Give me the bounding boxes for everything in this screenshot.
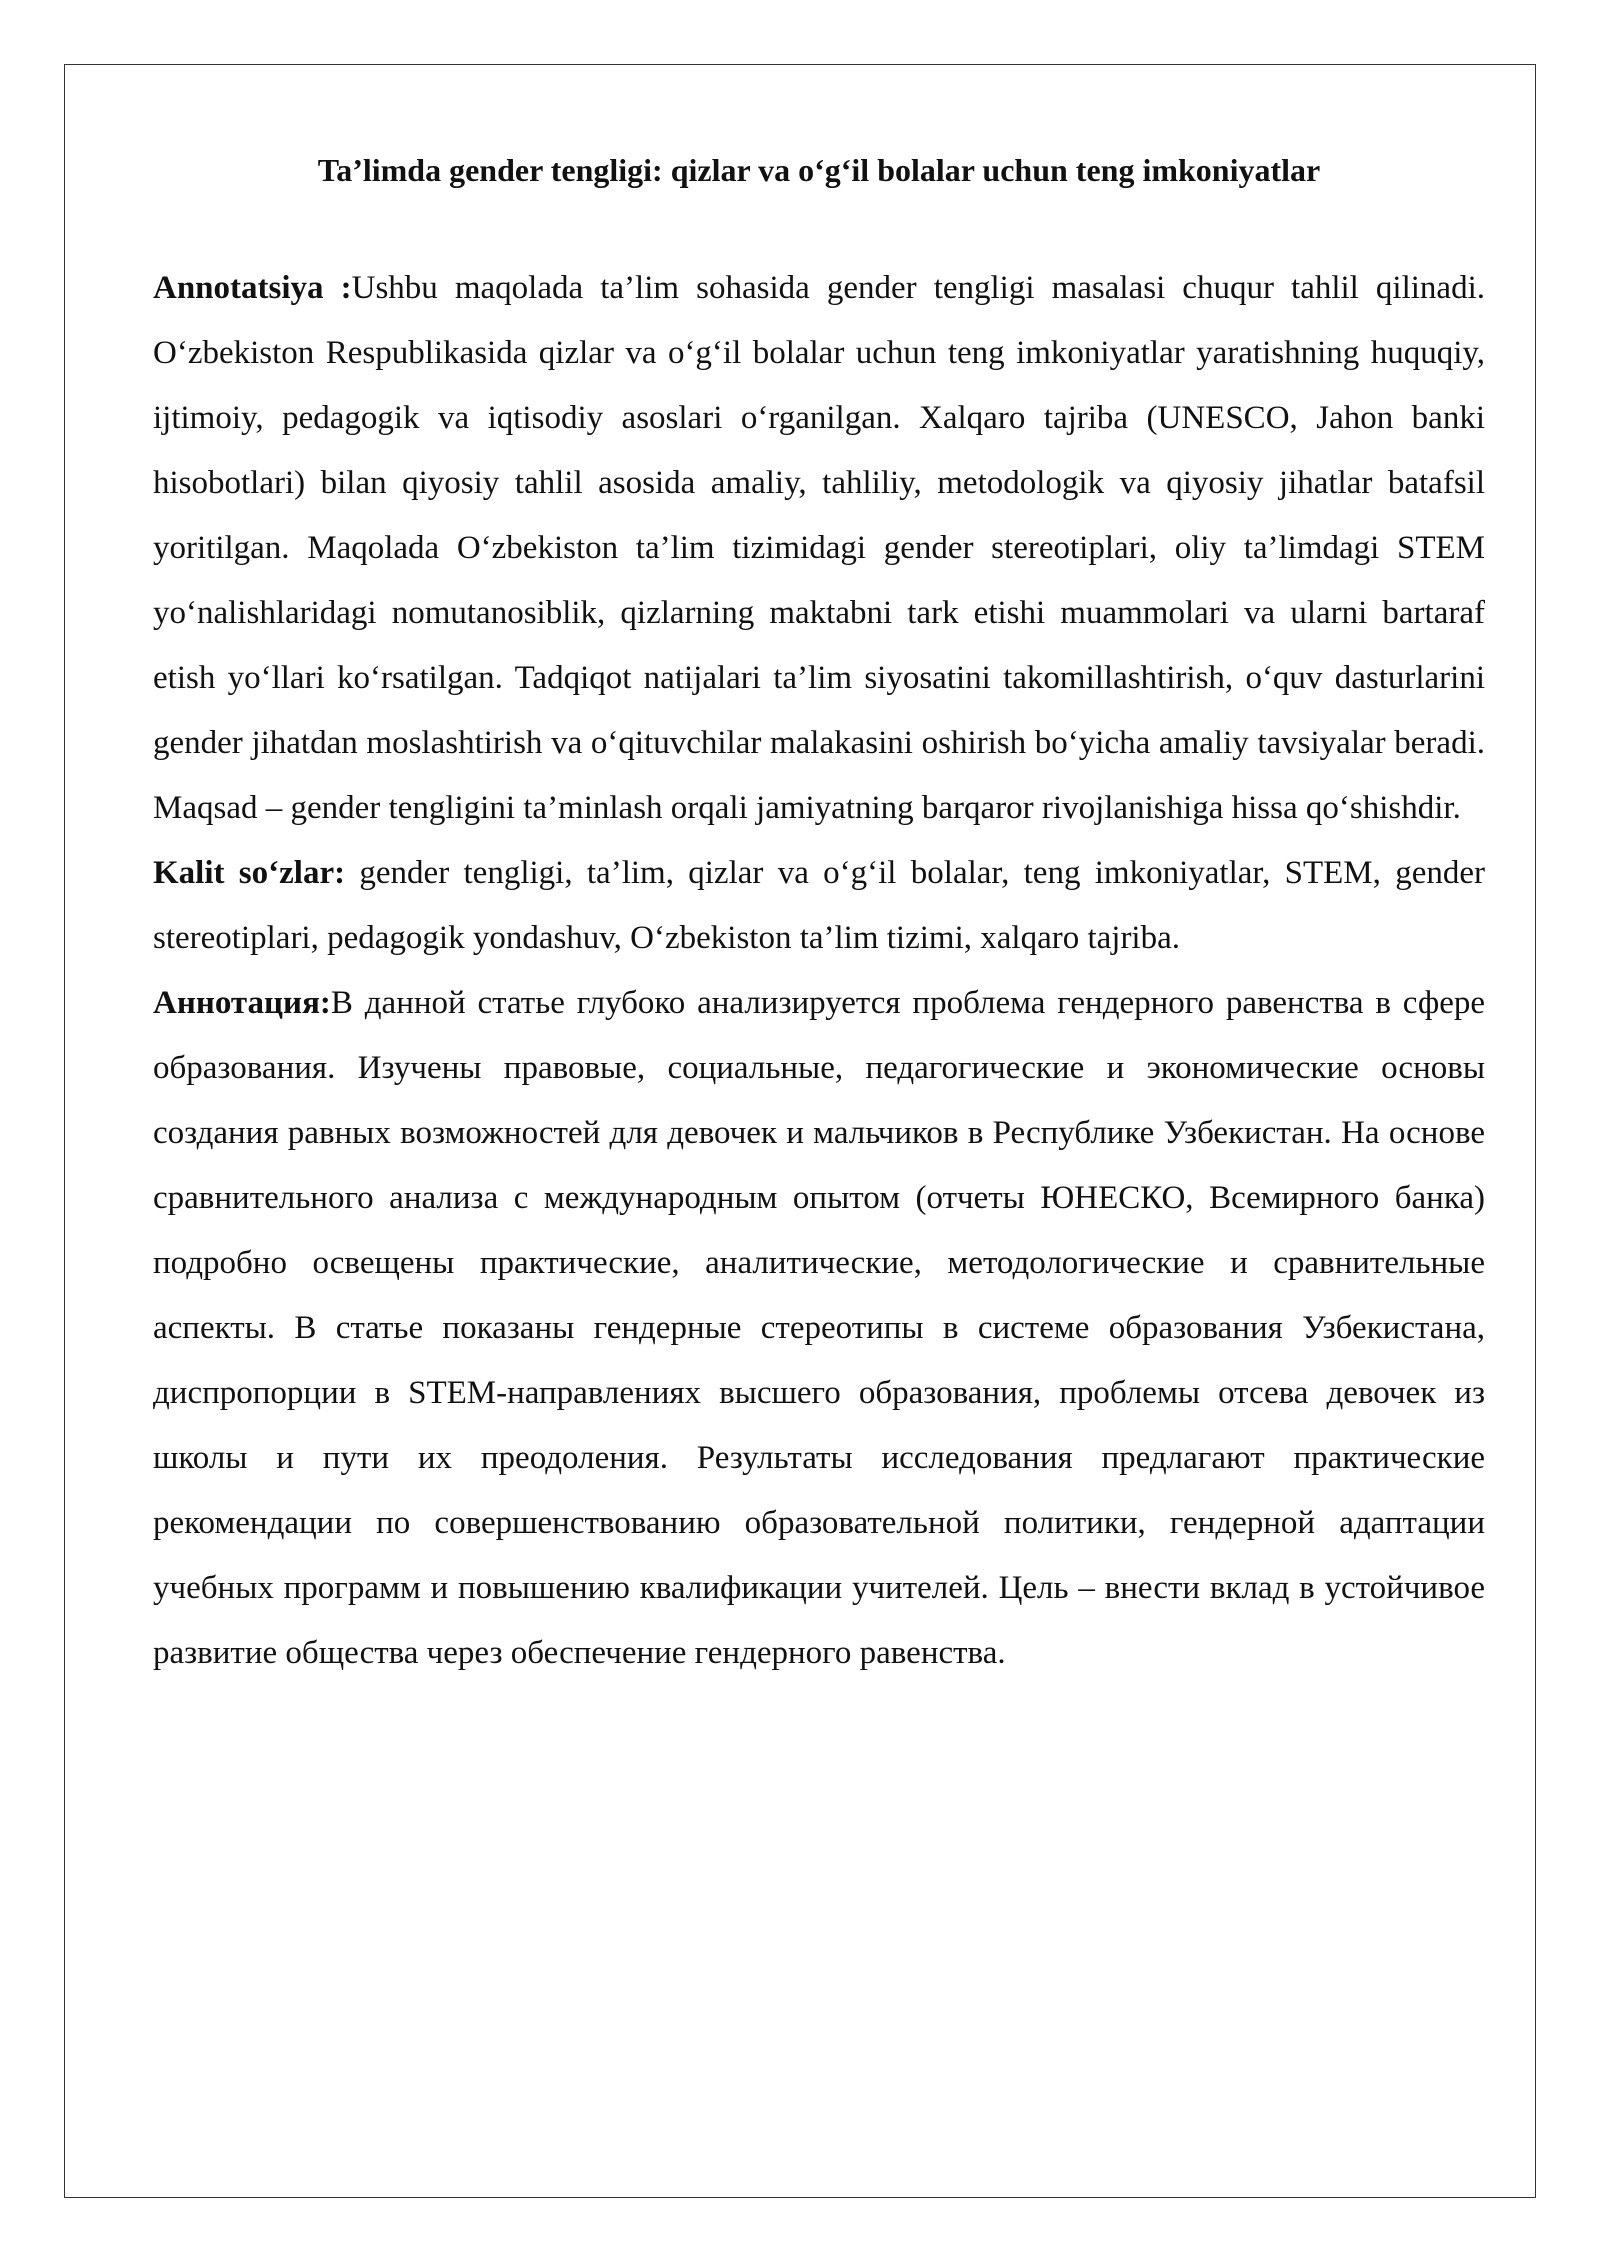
keywords-uz-text: gender tengligi, ta’lim, qizlar va o‘g‘il bolalar, teng imkoniyatlar, STEM, gender stereotiplari, pedagogik yondashuv, O‘zbekiston ta’lim tizimi, xalqaro tajriba. bbox=[153, 854, 1485, 956]
annotation-ru-paragraph bbox=[153, 971, 1485, 1686]
document-title: Ta’limda gender tengligi: qizlar va o‘g‘il bolalar uchun teng imkoniyatlar bbox=[317, 152, 1321, 188]
keywords-uz-paragraph bbox=[153, 841, 1485, 971]
annotation-ru-text: В данной статье глубоко анализируется проблема гендерного равенства в сфере образования. Изучены правовые, социальные, педагогические и экономические основы создания равных возможностей для девочек и мальчиков в Республике Узбекистан. На основе сравнительного анализа с международным опытом (отчеты ЮНЕСКО, Всемирного банка) подробно освещены практические, аналитические, методологические и сравнительные аспекты. В статье показаны гендерные стереотипы в системе образования Узбекистана, диспропорции в STEM-направлениях высшего образования, проблемы отсева девочек из школы и пути их преодоления. Результаты исследования предлагают практические рекомендации по совершенствованию образовательной политики, гендерной адаптации учебных программ и повышению квалификации учителей. Цель – внести вклад в устойчивое развитие общества через обеспечение гендерного равенства. bbox=[153, 984, 1485, 1671]
keywords-uz-label: Kalit so‘zlar: bbox=[153, 854, 346, 891]
annotation-ru-label: Аннотация: bbox=[153, 984, 331, 1021]
annotation-uz-text: Ushbu maqolada ta’lim sohasida gender tengligi masalasi chuqur tahlil qilinadi. O‘zbekiston Respublikasida qizlar va o‘g‘il bolalar uchun teng imkoniyatlar yaratishning huquqiy, ijtimoiy, pedagogik va iqtisodiy asoslari o‘rganilgan. Xalqaro tajriba (UNESCO, Jahon banki hisobotlari) bilan qiyosiy tahlil asosida amaliy, tahliliy, metodologik va qiyosiy jihatlar batafsil yoritilgan. Maqolada O‘zbekiston ta’lim tizimidagi gender stereotiplari, oliy ta’limdagi STEM yo‘nalishlaridagi nomutanosiblik, qizlarning maktabni tark etishi muammolari va ularni bartaraf etish yo‘llari ko‘rsatilgan. Tadqiqot natijalari ta’lim siyosatini takomillashtirish, o‘quv dasturlarini gender jihatdan moslashtirish va o‘qituvchilar malakasini oshirish bo‘yicha amaliy tavsiyalar beradi. Maqsad – gender tengligini ta’minlash orqali jamiyatning barqaror rivojlanishiga hissa qo‘shishdir. bbox=[153, 269, 1485, 826]
document-body bbox=[153, 150, 1485, 1686]
annotation-uz-paragraph bbox=[153, 256, 1485, 841]
annotation-uz-label: Annotatsiya : bbox=[153, 269, 352, 306]
